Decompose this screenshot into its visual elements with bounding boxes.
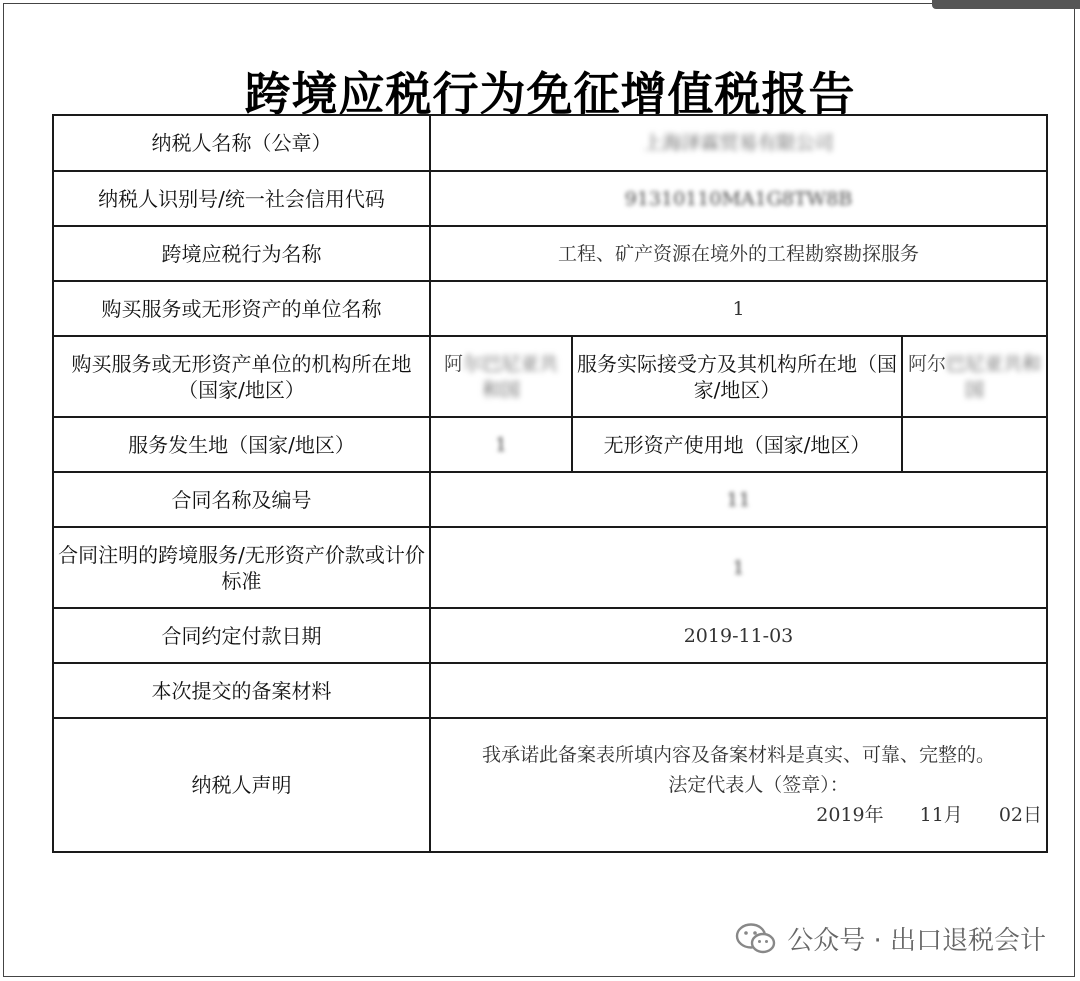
taxpayer-name-label: 纳税人名称（公章） — [53, 115, 430, 171]
intangible-use-place-value — [902, 417, 1047, 472]
row-contract-name — [53, 472, 1047, 527]
report-form-table — [52, 114, 1048, 853]
row-service-place — [53, 417, 1047, 472]
service-place-text: 1 — [494, 433, 508, 456]
taxpayer-name-text: 上海泽霖贸易有限公司 — [643, 132, 834, 154]
row-buyer-name — [53, 281, 1047, 336]
buyer-location-prefix: 阿 — [443, 352, 463, 375]
service-place-value — [430, 417, 572, 472]
materials-label: 本次提交的备案材料 — [53, 663, 430, 718]
declaration-date — [435, 801, 1042, 829]
wechat-icon — [735, 922, 777, 956]
watermark-text: 公众号 · 出口退税会计 — [787, 926, 1046, 956]
receiver-location-label: 服务实际接受方及其机构所在地（国家/地区） — [572, 336, 902, 417]
buyer-name-value: 1 — [430, 281, 1047, 336]
payment-date-value: 2019-11-03 — [430, 608, 1047, 663]
contract-name-value — [430, 472, 1047, 527]
declaration-signer: 法定代表人（签章）： — [668, 774, 849, 796]
materials-value — [430, 663, 1047, 718]
contract-price-text: 1 — [732, 556, 745, 579]
receiver-location-blurred: 巴尼亚共和国 — [946, 352, 1042, 401]
taxpayer-name-value — [430, 115, 1047, 171]
row-payment-date — [53, 608, 1047, 663]
intangible-use-place-label: 无形资产使用地（国家/地区） — [572, 417, 902, 472]
buyer-location-blurred: 尔巴尼亚共和国 — [463, 352, 559, 401]
declaration-year: 2019年 — [816, 804, 884, 826]
row-contract-price — [53, 527, 1047, 608]
buyer-location-value — [430, 336, 572, 417]
behavior-name-label: 跨境应税行为名称 — [53, 226, 430, 281]
row-behavior-name — [53, 226, 1047, 281]
receiver-location-value — [902, 336, 1047, 417]
declaration-label: 纳税人声明 — [53, 718, 430, 852]
declaration-value — [430, 718, 1047, 852]
taxpayer-id-value — [430, 171, 1047, 226]
contract-price-value — [430, 527, 1047, 608]
row-buyer-location — [53, 336, 1047, 417]
declaration-month: 11月 — [919, 804, 963, 826]
declaration-day: 02日 — [998, 804, 1042, 826]
receiver-location-prefix: 阿尔 — [907, 352, 946, 375]
scrollbar-corner — [932, 0, 1080, 9]
service-place-label: 服务发生地（国家/地区） — [53, 417, 430, 472]
declaration-statement: 我承诺此备案表所填内容及备案材料是真实、可靠、完整的。 — [481, 744, 995, 766]
buyer-name-label: 购买服务或无形资产的单位名称 — [53, 281, 430, 336]
contract-price-label: 合同注明的跨境服务/无形资产价款或计价标准 — [53, 527, 430, 608]
contract-name-text: 11 — [726, 488, 751, 511]
row-taxpayer-name — [53, 115, 1047, 171]
row-declaration — [53, 718, 1047, 852]
payment-date-label: 合同约定付款日期 — [53, 608, 430, 663]
watermark — [735, 920, 1046, 957]
behavior-name-value: 工程、矿产资源在境外的工程勘察勘探服务 — [430, 226, 1047, 281]
taxpayer-id-text: 91310110MA1G8TW8B — [624, 187, 853, 210]
report-title: 跨境应税行为免征增值税报告 — [244, 67, 856, 121]
contract-name-label: 合同名称及编号 — [53, 472, 430, 527]
buyer-location-label: 购买服务或无形资产单位的机构所在地（国家/地区） — [53, 336, 430, 417]
row-taxpayer-id — [53, 171, 1047, 226]
row-materials — [53, 663, 1047, 718]
taxpayer-id-label: 纳税人识别号/统一社会信用代码 — [53, 171, 430, 226]
